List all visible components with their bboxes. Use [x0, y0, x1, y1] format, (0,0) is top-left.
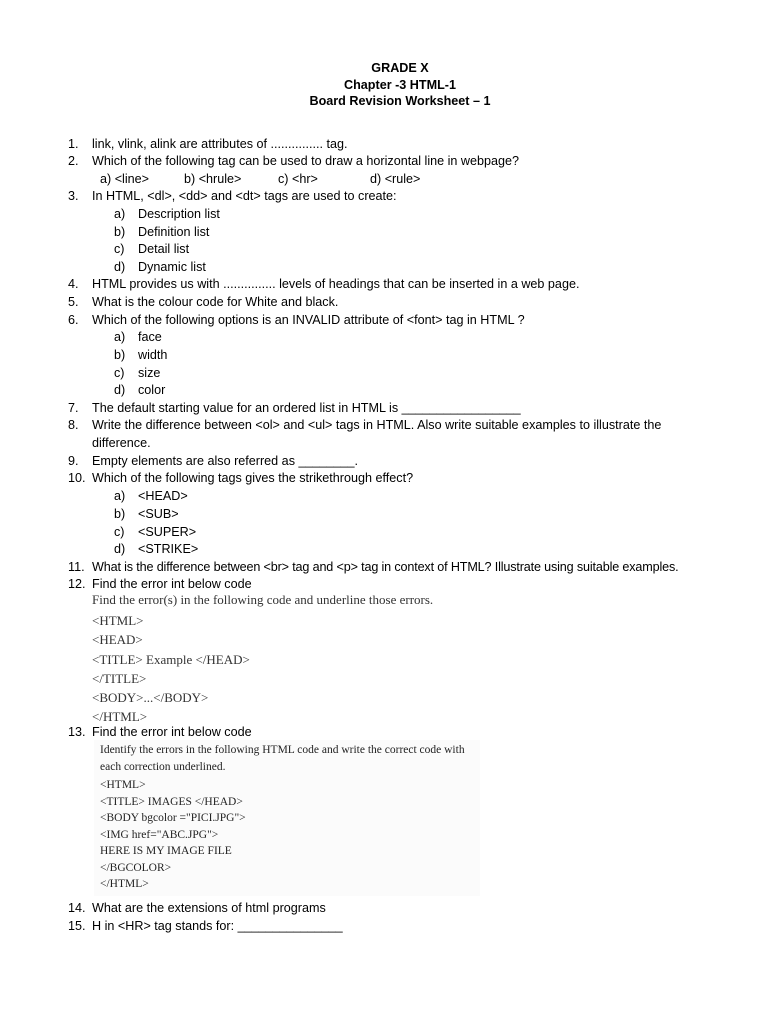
option-d: [114, 382, 165, 400]
option-letter: b): [114, 348, 126, 362]
option-text: color: [138, 383, 166, 397]
code-line: </HTML>: [100, 878, 149, 890]
code-line: <TITLE> IMAGES </HEAD>: [100, 796, 243, 808]
option-a: a) <line>: [100, 172, 150, 186]
code-instruction: Find the error(s) in the following code and underline those errors.: [92, 592, 434, 607]
code-instruction: each correction underlined.: [100, 761, 226, 773]
code-line: </TITLE>: [92, 671, 147, 686]
question-number: 14.: [68, 901, 86, 915]
question-number: 3.: [68, 189, 79, 203]
option-c: [114, 241, 189, 259]
option-a: [114, 206, 220, 224]
option-c: [114, 524, 196, 542]
question-number: 9.: [68, 454, 79, 468]
option-letter: c): [114, 242, 125, 256]
question-text: Which of the following tags gives the strikethrough effect?: [92, 471, 414, 485]
option-text: <HEAD>: [138, 489, 188, 503]
option-text: <SUB>: [138, 507, 179, 521]
option-letter: d): [114, 260, 126, 274]
code-line: </HTML>: [92, 709, 148, 724]
code-line: HERE IS MY IMAGE FILE: [100, 845, 232, 857]
option-text: size: [138, 366, 161, 380]
question-text: Write the difference between <ol> and <ul> tags in HTML. Also write suitable examples to illustrate the difference.: [92, 418, 662, 450]
option-text: Dynamic list: [138, 260, 206, 274]
question-number: 15.: [68, 919, 86, 933]
option-c: [114, 365, 160, 383]
code-line: <BODY bgcolor ="PICI.JPG">: [100, 812, 246, 824]
grade-heading: GRADE X: [371, 61, 429, 75]
code-line: <HTML>: [100, 779, 146, 791]
option-letter: a): [114, 207, 126, 221]
question-text: Empty elements are also referred as ________.: [92, 454, 359, 468]
code-line: <HEAD>: [92, 632, 143, 647]
question-number: 11.: [68, 560, 85, 574]
option-letter: b): [114, 507, 126, 521]
option-b: [114, 506, 179, 524]
question-number: 6.: [68, 313, 79, 327]
option-a: [114, 488, 188, 506]
code-line: <BODY>...</BODY>: [92, 690, 209, 705]
code-line: <TITLE> Example </HEAD>: [92, 652, 250, 667]
question-text: Find the error int below code: [92, 577, 252, 591]
question-text: The default starting value for an ordered list in HTML is _________________: [92, 401, 521, 415]
option-b: [114, 224, 209, 242]
option-a: [114, 329, 162, 347]
question-number: 8.: [68, 418, 79, 432]
question-number: 1.: [68, 137, 79, 151]
question-text: link, vlink, alink are attributes of ............... tag.: [92, 137, 348, 151]
question-text: Find the error int below code: [92, 725, 252, 739]
option-text: width: [138, 348, 168, 362]
question-text: What are the extensions of html programs: [92, 901, 326, 915]
option-d: [114, 541, 198, 559]
question-number: 2.: [68, 154, 79, 168]
code-line: </BGCOLOR>: [100, 862, 172, 874]
question-text: What is the difference between <br> tag and <p> tag in context of HTML? Illustrate using suitable examples.: [92, 560, 679, 574]
question-number: 12.: [68, 577, 86, 591]
worksheet-title: Board Revision Worksheet – 1: [309, 94, 491, 108]
chapter-heading: Chapter -3 HTML-1: [344, 78, 456, 92]
code-line: <IMG href="ABC.JPG">: [100, 829, 219, 841]
option-letter: d): [114, 542, 126, 556]
option-letter: b): [114, 225, 126, 239]
option-letter: a): [114, 330, 126, 344]
option-b: b) <hrule>: [184, 172, 242, 186]
option-d: d) <rule>: [370, 172, 421, 186]
option-letter: c): [114, 525, 125, 539]
question-number: 13.: [68, 725, 86, 739]
option-text: Description list: [138, 207, 220, 221]
option-text: <STRIKE>: [138, 542, 199, 556]
question-number: 10.: [68, 471, 86, 485]
option-text: face: [138, 330, 162, 344]
option-letter: d): [114, 383, 126, 397]
option-b: [114, 347, 167, 365]
question-number: 4.: [68, 277, 79, 291]
option-text: Definition list: [138, 225, 210, 239]
question-text: H in <HR> tag stands for: _______________: [92, 919, 343, 933]
question-text: Which of the following tag can be used to draw a horizontal line in webpage?: [92, 154, 520, 168]
option-letter: c): [114, 366, 125, 380]
question-text: HTML provides us with ............... levels of headings that can be inserted in a web page.: [92, 277, 580, 291]
option-text: Detail list: [138, 242, 190, 256]
question-text: Which of the following options is an INVALID attribute of <font> tag in HTML ?: [92, 313, 525, 327]
code-line: <HTML>: [92, 613, 144, 628]
option-d: [114, 259, 206, 277]
question-8: [68, 417, 728, 453]
question-text: What is the colour code for White and black.: [92, 295, 339, 309]
question-text: In HTML, <dl>, <dd> and <dt> tags are used to create:: [92, 189, 397, 203]
code-instruction: Identify the errors in the following HTML code and write the correct code with: [100, 744, 465, 756]
question-number: 7.: [68, 401, 79, 415]
option-text: <SUPER>: [138, 525, 197, 539]
option-c: c) <hr>: [278, 172, 318, 186]
option-letter: a): [114, 489, 126, 503]
question-number: 5.: [68, 295, 79, 309]
